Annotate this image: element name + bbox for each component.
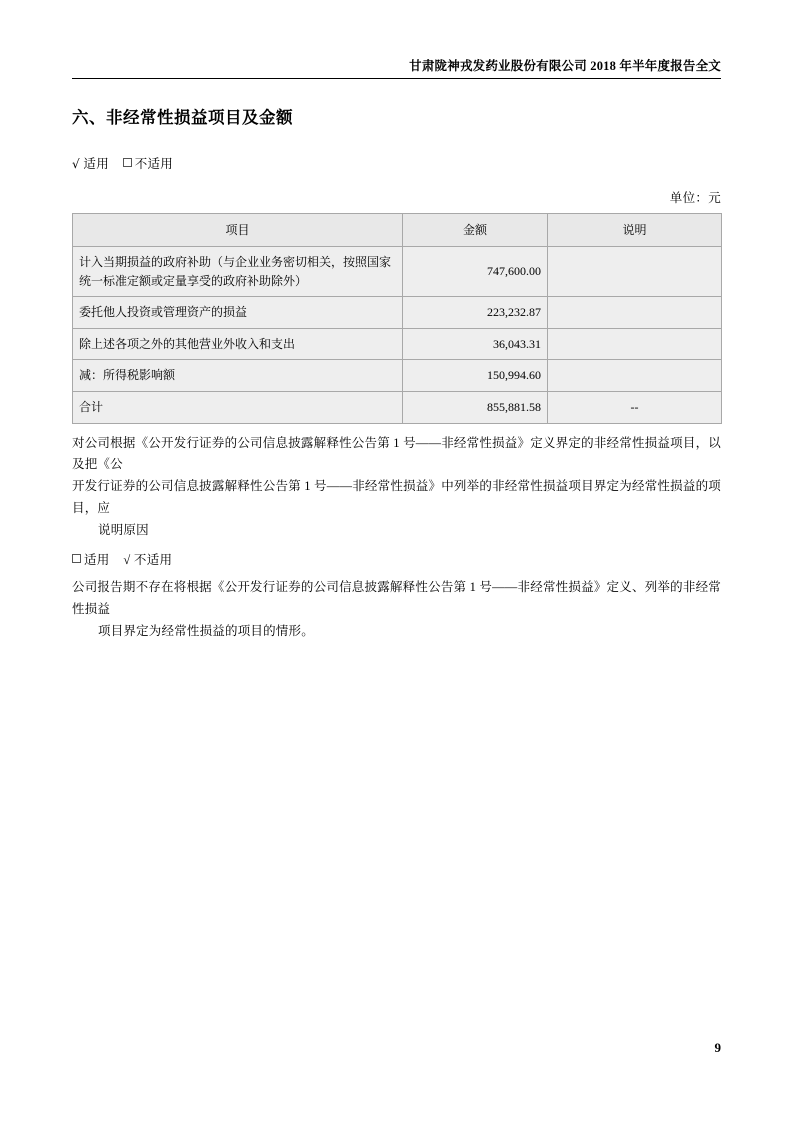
table-cell-note (548, 328, 722, 360)
applicable-check-mark[interactable]: √ (72, 157, 80, 171)
table-row (73, 328, 722, 360)
table-row-total (73, 391, 722, 423)
table-cell-item: 计入当期损益的政府补助（与企业业务密切相关，按照国家统一标准定额或定量享受的政府补助除外） (73, 247, 403, 297)
page-header (72, 56, 721, 79)
explanation-line-3: 说明原因 (98, 523, 149, 538)
explanation-not-applicable-check-mark[interactable]: √ (123, 552, 131, 567)
not-applicable-checkbox-icon[interactable] (123, 158, 132, 167)
not-applicable-label: 不适用 (134, 157, 174, 171)
header-divider (72, 78, 721, 79)
section-applicability (72, 154, 721, 172)
table-header-note: 说明 (548, 214, 722, 247)
explanation-result-line-1: 公司报告期不存在将根据《公开发行证券的公司信息披露解释性公告第 1 号——非经常性损益》定义、列举的非经常性损益 (72, 579, 721, 616)
explanation-result-line-2: 项目界定为经常性损益的项目的情形。 (98, 623, 314, 638)
table-cell-note (548, 247, 722, 297)
non-recurring-items-table (72, 213, 722, 424)
table-cell-item: 除上述各项之外的其他营业外收入和支出 (73, 328, 403, 360)
applicable-label: 适用 (83, 157, 109, 171)
table-cell-amount: 855,881.58 (403, 391, 548, 423)
explanation-applicability (72, 550, 721, 568)
table-cell-item: 减：所得税影响额 (73, 360, 403, 392)
explanation-applicable-checkbox-icon[interactable] (72, 554, 81, 563)
table-header-item: 项目 (73, 214, 403, 247)
table-cell-item: 合计 (73, 391, 403, 423)
table-header-row (73, 214, 722, 247)
explanation-line-2: 开发行证券的公司信息披露解释性公告第 1 号——非经常性损益》中列举的非经常性损益项目界定为经常性损益的项目，应 (72, 479, 721, 516)
table-cell-note (548, 360, 722, 392)
table-cell-note (548, 297, 722, 329)
table-row (73, 360, 722, 392)
explanation-line-1: 对公司根据《公开发行证券的公司信息披露解释性公告第 1 号——非经常性损益》定义界定的非经常性损益项目，以及把《公 (72, 435, 721, 472)
explanation-result (72, 577, 721, 643)
page-number: 9 (714, 1040, 721, 1055)
table-cell-amount: 223,232.87 (403, 297, 548, 329)
table-cell-amount: 747,600.00 (403, 247, 548, 297)
table-cell-note: -- (548, 391, 722, 423)
running-header-title: 甘肃陇神戎发药业股份有限公司 2018 年半年度报告全文 (409, 59, 721, 73)
table-header-amount: 金额 (403, 214, 548, 247)
explanation-applicable-label: 适用 (84, 552, 110, 567)
page-content (72, 92, 721, 643)
table-cell-amount: 150,994.60 (403, 360, 548, 392)
table-row (73, 297, 722, 329)
table-cell-amount: 36,043.31 (403, 328, 548, 360)
table-row (73, 247, 722, 297)
table-cell-item: 委托他人投资或管理资产的损益 (73, 297, 403, 329)
section-heading: 六、非经常性损益项目及金额 (72, 108, 293, 127)
explanation-not-applicable-label: 不适用 (133, 552, 173, 567)
unit-label: 单位：元 (669, 191, 721, 205)
explanation-paragraph (72, 433, 721, 542)
